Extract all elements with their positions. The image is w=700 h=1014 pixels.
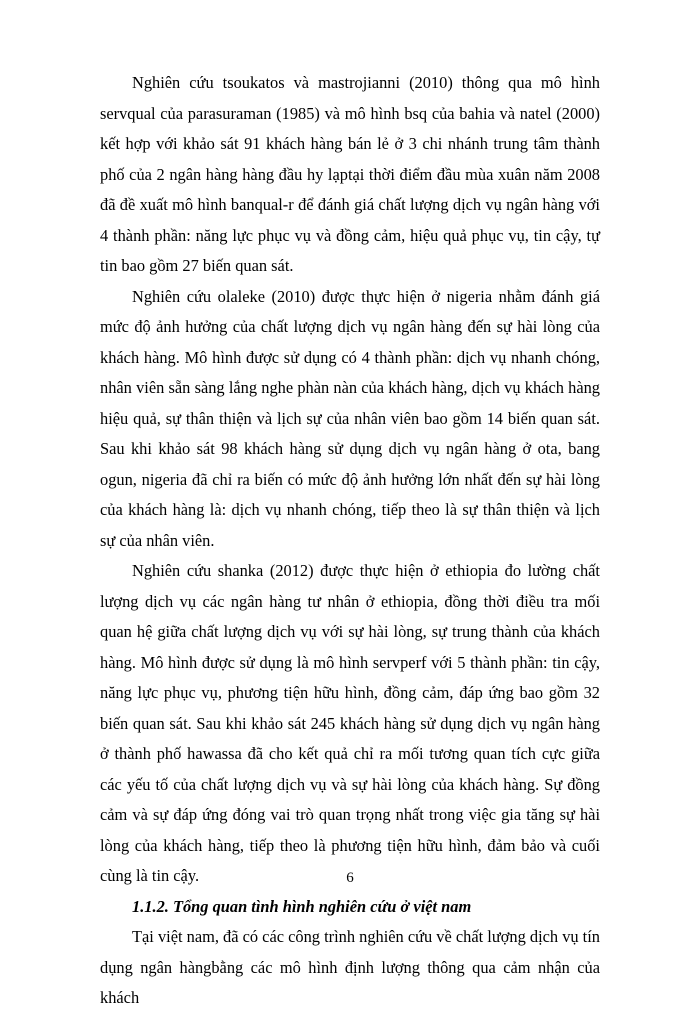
page-number: 6	[346, 870, 354, 886]
paragraph-shanka: Nghiên cứu shanka (2012) được thực hiện ở ethiopia đo lường chất lượng dịch vụ các ngân hàng tư nhân ở ethiopia, đồng thời điều tra mối quan hệ giữa chất lượng dịch vụ với sự hài lòng, sự trung thành của khách hàng. Mô hình được sử dụng là mô hình servperf với 5 thành phần: tin cậy, năng lực phục vụ, phương tiện hữu hình, đồng cảm, đáp ứng bao gồm 32 biến quan sát. Sau khi khảo sát 245 khách hàng sử dụng dịch vụ ngân hàng ở thành phố hawassa đã cho kết quả chỉ ra mối tương quan tích cực giữa các yếu tố của chất lượng dịch vụ và sự hài lòng của khách hàng. Sự đồng cảm và sự đáp ứng đóng vai trò quan trọng nhất trong việc gia tăng sự hài lòng của khách hàng, tiếp theo là phương tiện hữu hình, đảm bảo và cuối cùng là tin cậy.	[100, 561, 600, 885]
paragraph-vietnam: Tại việt nam, đã có các công trình nghiên cứu về chất lượng dịch vụ tín dụng ngân hàngbằng các mô hình định lượng thông qua cảm nhận của khách	[100, 927, 600, 1007]
paragraph-olaleke: Nghiên cứu olaleke (2010) được thực hiện ở nigeria nhằm đánh giá mức độ ảnh hưởng của chất lượng dịch vụ ngân hàng đến sự hài lòng của khách hàng. Mô hình được sử dụng có 4 thành phần: dịch vụ nhanh chóng, nhân viên sẵn sàng lắng nghe phàn nàn của khách hàng, dịch vụ khách hàng hiệu quả, sự thân thiện và lịch sự của nhân viên bao gồm 14 biến quan sát. Sau khi khảo sát 98 khách hàng sử dụng dịch vụ ngân hàng ở ota, bang ogun, nigeria đã chỉ ra biến có mức độ ảnh hưởng lớn nhất đến sự hài lòng của khách hàng là: dịch vụ nhanh chóng, tiếp theo là sự thân thiện và lịch sự của nhân viên.	[100, 286, 600, 550]
section-heading: 1.1.2. Tổng quan tình hình nghiên cứu ở việt nam	[132, 896, 472, 916]
paragraph-tsoukatos: Nghiên cứu tsoukatos và mastrojianni (2010) thông qua mô hình servqual của parasuraman (1985) và mô hình bsq của bahia và natel (2000) kết hợp với khảo sát 91 khách hàng bán lẻ ở 3 chi nhánh trung tâm thành phố của 2 ngân hàng hàng đầu hy lạptại thời điểm đầu mùa xuân năm 2008 đã đề xuất mô hình banqual-r để đánh giá chất lượng dịch vụ ngân hàng với 4 thành phần: năng lực phục vụ và đồng cảm, hiệu quả phục vụ, tin cậy, tự tin bao gồm 27 biến quan sát.	[100, 73, 600, 275]
